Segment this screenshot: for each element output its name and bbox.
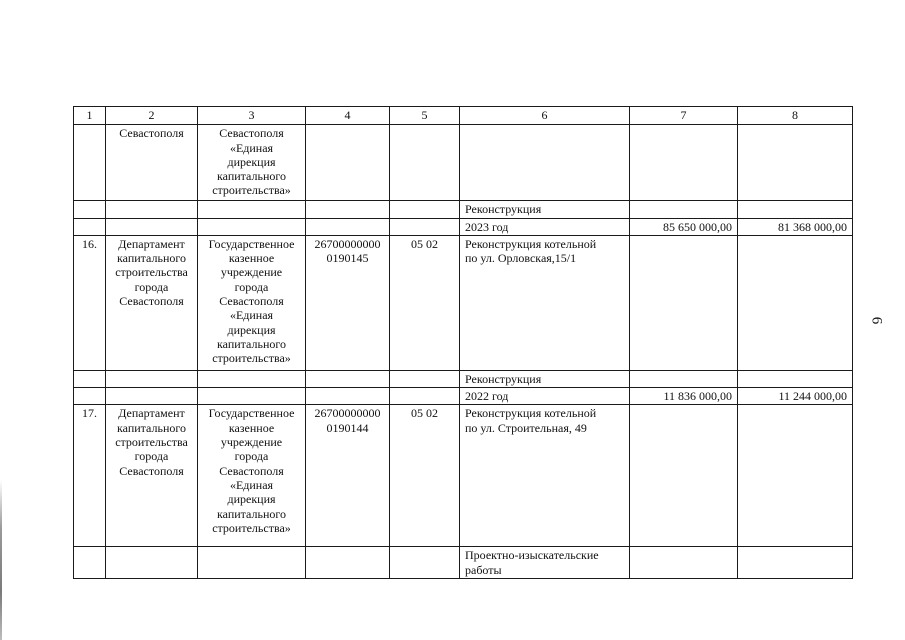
year-cell: 2023 год: [460, 218, 630, 235]
scan-edge-shadow: [0, 480, 2, 640]
amount-cell: 81 368 000,00: [738, 218, 853, 235]
amount-cell: 85 650 000,00: [630, 218, 738, 235]
table-row: [74, 547, 853, 579]
row-number: [74, 125, 106, 201]
section-cell: 05 02: [390, 235, 460, 370]
table-row: [74, 405, 853, 547]
department-cell: Департамент капитального строительства города Севастополя: [106, 405, 198, 547]
table-row: [74, 218, 853, 235]
amount-cell: [738, 405, 853, 547]
object-cell: [460, 125, 630, 201]
object-cell: Реконструкция котельной по ул. Строительная, 49: [460, 405, 630, 547]
customer-cell: Севастополя «Единая дирекция капитального строительства»: [198, 125, 306, 201]
amount-cell: [630, 235, 738, 370]
header-cell: 5: [390, 107, 460, 125]
row-number: 17.: [74, 405, 106, 547]
amount-cell: [630, 125, 738, 201]
object-cell: Реконструкция котельной по ул. Орловская,15/1: [460, 235, 630, 370]
header-cell: 6: [460, 107, 630, 125]
header-cell: 4: [306, 107, 390, 125]
amount-cell: [738, 235, 853, 370]
header-cell: 3: [198, 107, 306, 125]
amount-cell: [738, 125, 853, 201]
table-row: [74, 370, 853, 387]
table-row: [74, 125, 853, 201]
amount-cell: 11 836 000,00: [630, 388, 738, 405]
code-cell: 26700000000 0190145: [306, 235, 390, 370]
table-header-row: [74, 107, 853, 125]
amount-cell: 11 244 000,00: [738, 388, 853, 405]
year-cell: 2022 год: [460, 388, 630, 405]
work-kind-cell: Проектно-изыскательские работы: [460, 547, 630, 579]
customer-cell: Государственное казенное учреждение города Севастополя «Единая дирекция капитального строительства»: [198, 235, 306, 370]
table-row: [74, 235, 853, 370]
department-cell: Департамент капитального строительства города Севастополя: [106, 235, 198, 370]
table-row: [74, 388, 853, 405]
code-cell: [306, 125, 390, 201]
section-cell: 05 02: [390, 405, 460, 547]
amount-cell: [630, 405, 738, 547]
header-cell: 8: [738, 107, 853, 125]
work-kind-cell: Реконструкция: [460, 370, 630, 387]
header-cell: 1: [74, 107, 106, 125]
row-number: 16.: [74, 235, 106, 370]
page-number: 6: [868, 316, 885, 325]
budget-table: [73, 106, 853, 579]
table-row: [74, 201, 853, 218]
customer-cell: Государственное казенное учреждение города Севастополя «Единая дирекция капитального строительства»: [198, 405, 306, 547]
header-cell: 7: [630, 107, 738, 125]
header-cell: 2: [106, 107, 198, 125]
code-cell: 26700000000 0190144: [306, 405, 390, 547]
section-cell: [390, 125, 460, 201]
work-kind-cell: Реконструкция: [460, 201, 630, 218]
department-cell: Севастополя: [106, 125, 198, 201]
